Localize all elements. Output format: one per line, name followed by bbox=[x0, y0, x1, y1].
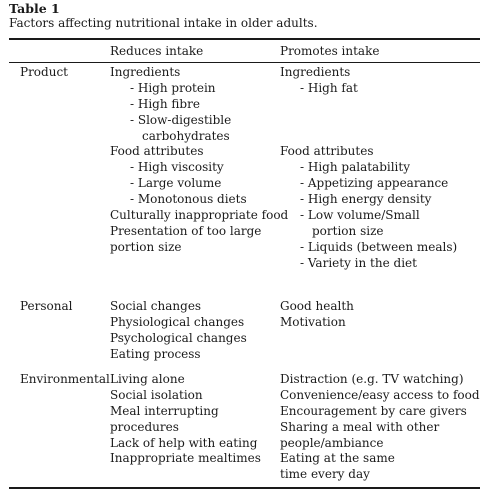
table-caption: Factors affecting nutritional intake in older adults. bbox=[9, 16, 318, 30]
list-item bbox=[280, 113, 457, 129]
list-item: Food attributes bbox=[110, 144, 204, 159]
list-item: - High palatability bbox=[300, 160, 410, 175]
list-item: Ingredients bbox=[280, 65, 351, 79]
list-item: people/ambiance bbox=[280, 435, 384, 450]
list-item: Lack of help with eating bbox=[110, 435, 258, 450]
list-item: - High viscosity bbox=[130, 160, 224, 175]
list-item: Convenience/easy access to food bbox=[280, 387, 480, 402]
top-rule bbox=[9, 38, 480, 40]
list-item: - High fat bbox=[300, 80, 358, 95]
list-item: Inappropriate mealtimes bbox=[110, 451, 261, 466]
list-item: Living alone bbox=[110, 372, 185, 386]
list-item: - Low volume/Small bbox=[300, 208, 420, 223]
list-item: Eating process bbox=[110, 346, 201, 361]
list-item: - Slow-digestible bbox=[130, 112, 232, 127]
list-item: - Large volume bbox=[130, 176, 222, 191]
list-item: - High protein bbox=[130, 80, 216, 95]
list-item: Social changes bbox=[110, 299, 202, 313]
list-item: Meal interrupting bbox=[110, 403, 219, 418]
list-item: Culturally inappropriate food bbox=[110, 208, 289, 223]
list-item: Encouragement by care givers bbox=[280, 403, 467, 418]
category-environmental: Environmental bbox=[20, 372, 110, 386]
header-reduces-intake: Reduces intake bbox=[110, 44, 204, 58]
header-promotes-intake: Promotes intake bbox=[280, 44, 380, 58]
list-item: - Appetizing appearance bbox=[300, 176, 449, 191]
category-product: Product bbox=[20, 65, 68, 79]
list-item: Distraction (e.g. TV watching) bbox=[280, 372, 464, 386]
list-item: - Variety in the diet bbox=[300, 255, 417, 270]
list-item: Eating at the same bbox=[280, 451, 395, 466]
list-item: - Monotonous diets bbox=[130, 192, 247, 207]
bottom-rule bbox=[9, 487, 480, 489]
list-item: - High energy density bbox=[300, 192, 432, 207]
list-item bbox=[280, 129, 457, 145]
list-item: portion size bbox=[312, 223, 384, 238]
list-item: Psychological changes bbox=[110, 330, 247, 345]
list-item: Presentation of too large bbox=[110, 223, 262, 238]
header-rule bbox=[9, 62, 480, 63]
list-item: Sharing a meal with other bbox=[280, 419, 440, 434]
environmental-promotes-cell bbox=[280, 372, 480, 483]
product-reduces-cell bbox=[110, 65, 288, 256]
list-item bbox=[280, 97, 457, 113]
list-item: procedures bbox=[110, 419, 179, 434]
list-item: - High fibre bbox=[130, 96, 200, 111]
list-item: Food attributes bbox=[280, 144, 374, 159]
environmental-reduces-cell bbox=[110, 372, 261, 467]
list-item: Good health bbox=[280, 299, 354, 313]
list-item: time every day bbox=[280, 467, 370, 482]
list-item: carbohydrates bbox=[142, 128, 230, 143]
product-promotes-cell bbox=[280, 65, 457, 272]
list-item: Social isolation bbox=[110, 387, 203, 402]
category-personal: Personal bbox=[20, 299, 73, 313]
list-item: - Liquids (between meals) bbox=[300, 239, 458, 254]
list-item: Physiological changes bbox=[110, 314, 245, 329]
list-item: portion size bbox=[110, 239, 182, 254]
personal-reduces-cell bbox=[110, 299, 247, 363]
list-item: Motivation bbox=[280, 314, 346, 329]
personal-promotes-cell bbox=[280, 299, 354, 331]
list-item: Ingredients bbox=[110, 65, 181, 79]
table-title: Table 1 bbox=[9, 1, 60, 16]
